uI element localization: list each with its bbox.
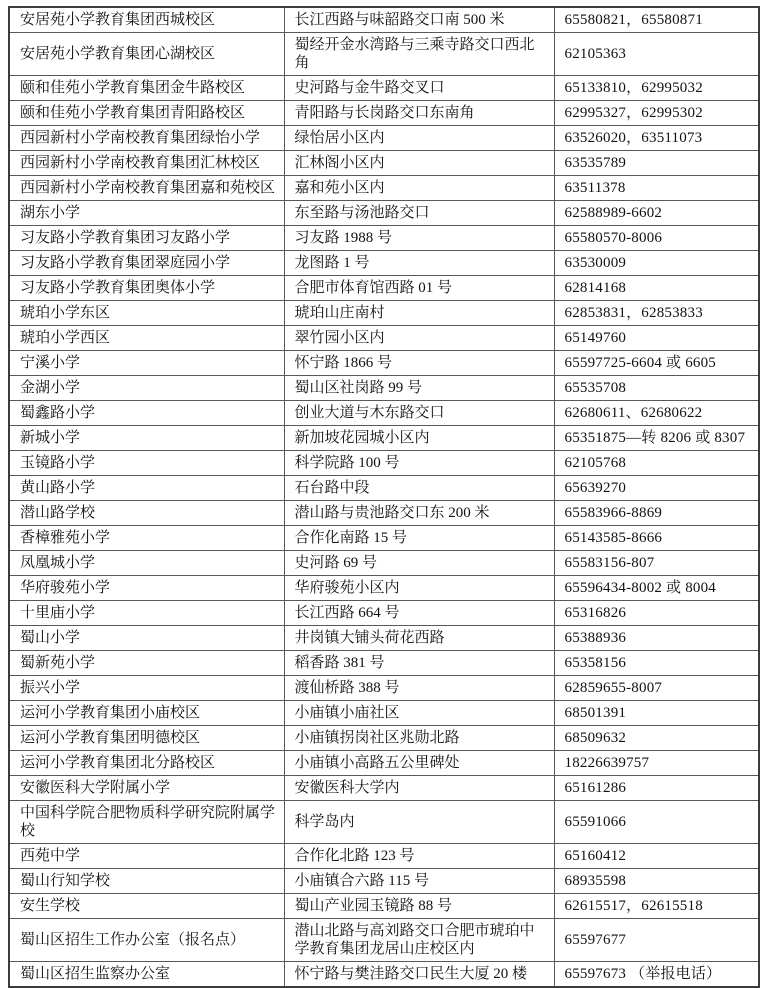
table-row (9, 676, 759, 701)
address-cell: 潜山路与贵池路交口东 200 米 (284, 501, 554, 526)
table-row (9, 776, 759, 801)
school-name-cell: 蜀山区招生工作办公室（报名点） (9, 919, 284, 962)
phone-cell: 65133810，62995032 (554, 76, 759, 101)
table-row (9, 176, 759, 201)
address-cell: 华府骏苑小区内 (284, 576, 554, 601)
phone-cell: 65597725-6604 或 6605 (554, 351, 759, 376)
school-name-cell: 凤凰城小学 (9, 551, 284, 576)
school-name-cell: 新城小学 (9, 426, 284, 451)
address-cell: 科学院路 100 号 (284, 451, 554, 476)
school-name-cell: 湖东小学 (9, 201, 284, 226)
phone-cell: 62105363 (554, 33, 759, 76)
school-name-cell: 金湖小学 (9, 376, 284, 401)
address-cell: 史河路 69 号 (284, 551, 554, 576)
table-row (9, 451, 759, 476)
phone-cell: 65583966-8869 (554, 501, 759, 526)
school-name-cell: 玉镜路小学 (9, 451, 284, 476)
school-name-cell: 颐和佳苑小学教育集团金牛路校区 (9, 76, 284, 101)
address-cell: 小庙镇合六路 115 号 (284, 869, 554, 894)
table-row (9, 276, 759, 301)
table-row (9, 33, 759, 76)
phone-cell: 65591066 (554, 801, 759, 844)
table-row (9, 201, 759, 226)
phone-cell: 65149760 (554, 326, 759, 351)
table-row (9, 251, 759, 276)
phone-cell: 65358156 (554, 651, 759, 676)
school-name-cell: 蜀新苑小学 (9, 651, 284, 676)
table-row (9, 919, 759, 962)
phone-cell: 65161286 (554, 776, 759, 801)
school-name-cell: 习友路小学教育集团翠庭园小学 (9, 251, 284, 276)
table-row (9, 426, 759, 451)
address-cell: 怀宁路与樊洼路交口民生大厦 20 楼 (284, 962, 554, 988)
table-row (9, 351, 759, 376)
address-cell: 创业大道与木东路交口 (284, 401, 554, 426)
school-name-cell: 蜀鑫路小学 (9, 401, 284, 426)
table-row (9, 701, 759, 726)
phone-cell: 62588989-6602 (554, 201, 759, 226)
address-cell: 合作化南路 15 号 (284, 526, 554, 551)
table-row (9, 476, 759, 501)
phone-cell: 65597673 （举报电话） (554, 962, 759, 988)
school-name-cell: 华府骏苑小学 (9, 576, 284, 601)
phone-cell: 18226639757 (554, 751, 759, 776)
phone-cell: 65535708 (554, 376, 759, 401)
table-row (9, 126, 759, 151)
school-name-cell: 运河小学教育集团北分路校区 (9, 751, 284, 776)
school-name-cell: 安居苑小学教育集团心湖校区 (9, 33, 284, 76)
address-cell: 史河路与金牛路交叉口 (284, 76, 554, 101)
table-row (9, 76, 759, 101)
address-cell: 蜀山产业园玉镜路 88 号 (284, 894, 554, 919)
school-name-cell: 香樟雅苑小学 (9, 526, 284, 551)
table-row (9, 101, 759, 126)
table-row (9, 401, 759, 426)
address-cell: 安徽医科大学内 (284, 776, 554, 801)
school-name-cell: 习友路小学教育集团奥体小学 (9, 276, 284, 301)
phone-cell: 63511378 (554, 176, 759, 201)
school-name-cell: 安居苑小学教育集团西城校区 (9, 7, 284, 33)
phone-cell: 63530009 (554, 251, 759, 276)
address-cell: 小庙镇拐岗社区兆勋北路 (284, 726, 554, 751)
table-row (9, 601, 759, 626)
table-row (9, 526, 759, 551)
school-name-cell: 黄山路小学 (9, 476, 284, 501)
phone-cell: 63535789 (554, 151, 759, 176)
address-cell: 井岗镇大铺头荷花西路 (284, 626, 554, 651)
phone-cell: 62995327，62995302 (554, 101, 759, 126)
address-cell: 东至路与汤池路交口 (284, 201, 554, 226)
table-row (9, 751, 759, 776)
table-row (9, 226, 759, 251)
phone-cell: 65597677 (554, 919, 759, 962)
school-name-cell: 西园新村小学南校教育集团嘉和苑校区 (9, 176, 284, 201)
address-cell: 合作化北路 123 号 (284, 844, 554, 869)
phone-cell: 65160412 (554, 844, 759, 869)
address-cell: 长江西路 664 号 (284, 601, 554, 626)
address-cell: 小庙镇小高路五公里碑处 (284, 751, 554, 776)
school-name-cell: 潜山路学校 (9, 501, 284, 526)
school-name-cell: 西园新村小学南校教育集团绿怡小学 (9, 126, 284, 151)
address-cell: 渡仙桥路 388 号 (284, 676, 554, 701)
table-row (9, 301, 759, 326)
table-row (9, 651, 759, 676)
school-name-cell: 运河小学教育集团小庙校区 (9, 701, 284, 726)
table-row (9, 726, 759, 751)
school-name-cell: 十里庙小学 (9, 601, 284, 626)
school-contact-table (8, 6, 760, 988)
address-cell: 龙图路 1 号 (284, 251, 554, 276)
phone-cell: 65351875—转 8206 或 8307 (554, 426, 759, 451)
school-name-cell: 琥珀小学西区 (9, 326, 284, 351)
school-name-cell: 运河小学教育集团明德校区 (9, 726, 284, 751)
phone-cell: 68935598 (554, 869, 759, 894)
address-cell: 嘉和苑小区内 (284, 176, 554, 201)
address-cell: 蜀经开金水湾路与三乘寺路交口西北角 (284, 33, 554, 76)
phone-cell: 62853831，62853833 (554, 301, 759, 326)
table-row (9, 894, 759, 919)
address-cell: 新加坡花园城小区内 (284, 426, 554, 451)
school-name-cell: 中国科学院合肥物质科学研究院附属学校 (9, 801, 284, 844)
school-name-cell: 习友路小学教育集团习友路小学 (9, 226, 284, 251)
table-row (9, 801, 759, 844)
address-cell: 习友路 1988 号 (284, 226, 554, 251)
address-cell: 怀宁路 1866 号 (284, 351, 554, 376)
school-name-cell: 振兴小学 (9, 676, 284, 701)
school-name-cell: 西苑中学 (9, 844, 284, 869)
address-cell: 合肥市体育馆西路 01 号 (284, 276, 554, 301)
address-cell: 蜀山区社岗路 99 号 (284, 376, 554, 401)
school-name-cell: 宁溪小学 (9, 351, 284, 376)
table-row (9, 376, 759, 401)
table-row (9, 326, 759, 351)
phone-cell: 65143585-8666 (554, 526, 759, 551)
address-cell: 科学岛内 (284, 801, 554, 844)
phone-cell: 65316826 (554, 601, 759, 626)
school-name-cell: 蜀山小学 (9, 626, 284, 651)
phone-cell: 65639270 (554, 476, 759, 501)
phone-cell: 65388936 (554, 626, 759, 651)
table-row (9, 551, 759, 576)
phone-cell: 62859655-8007 (554, 676, 759, 701)
address-cell: 石台路中段 (284, 476, 554, 501)
phone-cell: 65580821，65580871 (554, 7, 759, 33)
phone-cell: 62814168 (554, 276, 759, 301)
address-cell: 小庙镇小庙社区 (284, 701, 554, 726)
phone-cell: 68501391 (554, 701, 759, 726)
phone-cell: 63526020，63511073 (554, 126, 759, 151)
school-name-cell: 蜀山行知学校 (9, 869, 284, 894)
school-name-cell: 西园新村小学南校教育集团汇林校区 (9, 151, 284, 176)
address-cell: 翠竹园小区内 (284, 326, 554, 351)
table-row (9, 501, 759, 526)
phone-cell: 68509632 (554, 726, 759, 751)
school-name-cell: 安生学校 (9, 894, 284, 919)
phone-cell: 62105768 (554, 451, 759, 476)
address-cell: 稻香路 381 号 (284, 651, 554, 676)
table-row (9, 869, 759, 894)
table-row (9, 151, 759, 176)
school-name-cell: 琥珀小学东区 (9, 301, 284, 326)
phone-cell: 62615517，62615518 (554, 894, 759, 919)
address-cell: 汇林阁小区内 (284, 151, 554, 176)
school-contact-table-body (9, 7, 759, 987)
table-row (9, 576, 759, 601)
table-row (9, 7, 759, 33)
address-cell: 长江西路与味韶路交口南 500 米 (284, 7, 554, 33)
phone-cell: 62680611、62680622 (554, 401, 759, 426)
address-cell: 绿怡居小区内 (284, 126, 554, 151)
phone-cell: 65583156-807 (554, 551, 759, 576)
phone-cell: 65580570-8006 (554, 226, 759, 251)
phone-cell: 65596434-8002 或 8004 (554, 576, 759, 601)
school-name-cell: 颐和佳苑小学教育集团青阳路校区 (9, 101, 284, 126)
address-cell: 青阳路与长岗路交口东南角 (284, 101, 554, 126)
table-row (9, 844, 759, 869)
school-name-cell: 安徽医科大学附属小学 (9, 776, 284, 801)
table-row (9, 626, 759, 651)
address-cell: 琥珀山庄南村 (284, 301, 554, 326)
table-row (9, 962, 759, 988)
school-name-cell: 蜀山区招生监察办公室 (9, 962, 284, 988)
address-cell: 潜山北路与高刘路交口合肥市琥珀中学教育集团龙居山庄校区内 (284, 919, 554, 962)
